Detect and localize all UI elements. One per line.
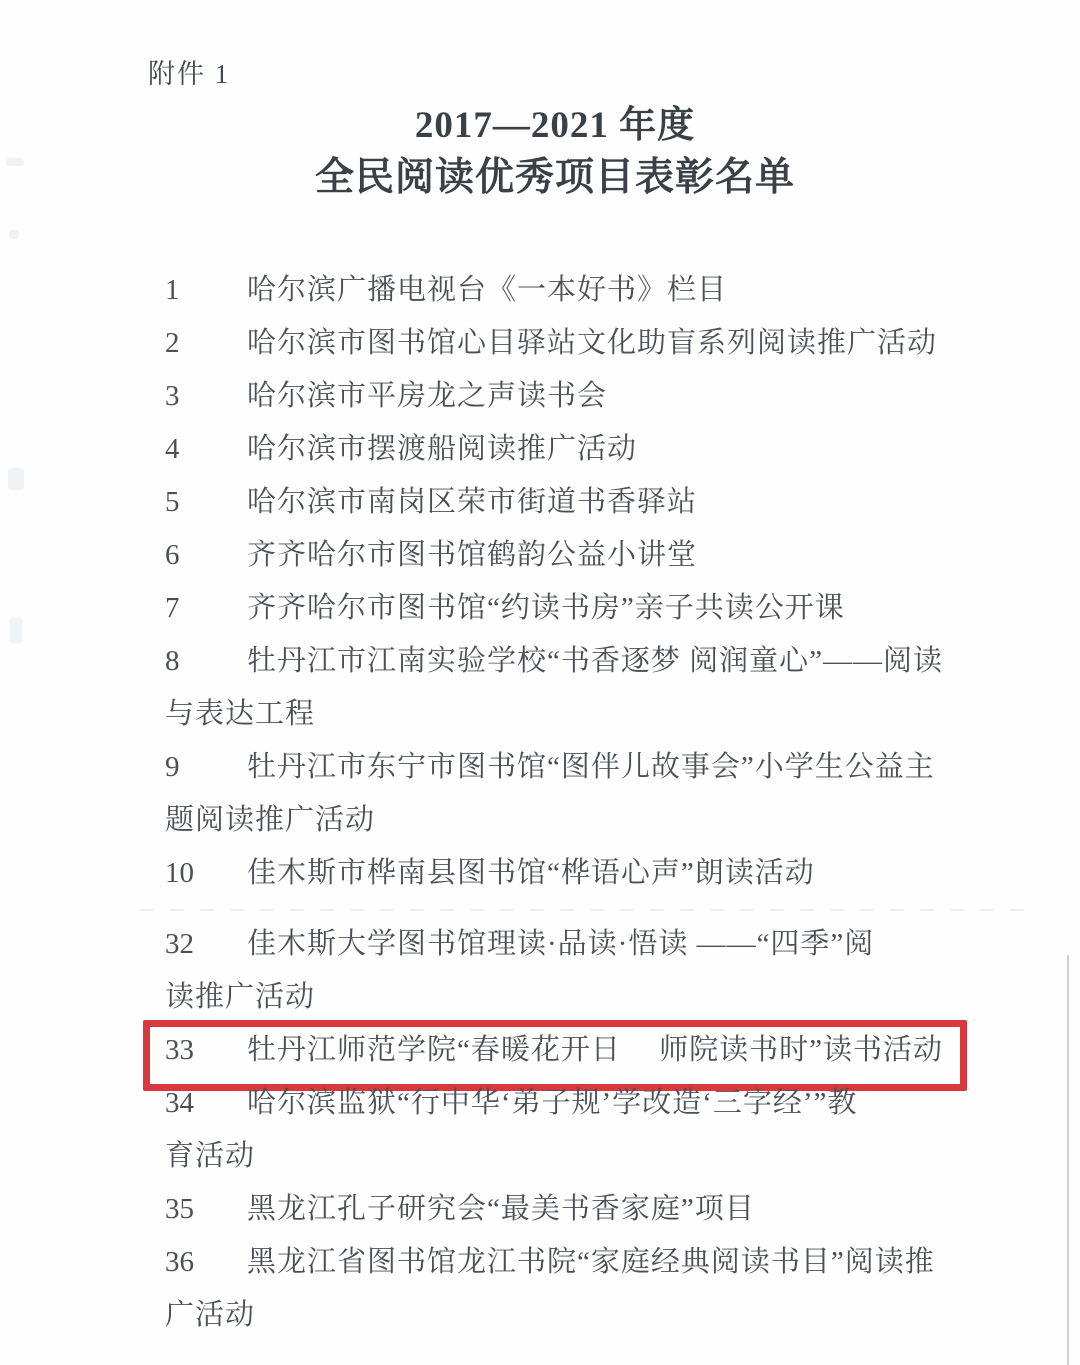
item-number: 1 <box>165 274 180 306</box>
item-number: 9 <box>165 751 180 783</box>
item-text: 齐齐哈尔市图书馆“约读书房”亲子共读公开课 <box>247 592 845 624</box>
item-text-continuation: 读推广活动 <box>165 981 316 1013</box>
item-first-line <box>165 1077 995 1130</box>
item-text: 牡丹江师范学院“春暖花开日 师院读书时”读书活动 <box>247 1034 943 1066</box>
item-first-line <box>165 635 995 688</box>
item-text: 齐齐哈尔市图书馆鹤韵公益小讲堂 <box>247 539 698 571</box>
list-item <box>165 1183 995 1236</box>
item-first-line <box>165 370 995 423</box>
item-text: 牡丹江市东宁市图书馆“图伴儿故事会”小学生公益主 <box>247 751 935 783</box>
item-first-line <box>165 476 995 529</box>
list-item <box>165 423 995 476</box>
item-number: 35 <box>165 1193 194 1225</box>
item-first-line <box>165 529 995 582</box>
item-first-line <box>165 918 995 971</box>
item-first-line <box>165 1236 995 1289</box>
item-text: 哈尔滨监狱“行中华‘弟子规’学改造‘三字经’”教 <box>247 1087 858 1119</box>
item-number: 32 <box>165 928 194 960</box>
item-text-continuation: 育活动 <box>165 1140 256 1172</box>
scan-smudge <box>10 618 22 644</box>
item-number: 36 <box>165 1246 194 1278</box>
list-item <box>165 847 995 900</box>
item-text: 哈尔滨市图书馆心目驿站文化助盲系列阅读推广活动 <box>247 327 938 359</box>
item-text: 哈尔滨市南岗区荣市街道书香驿站 <box>247 486 698 518</box>
list-item <box>165 317 995 370</box>
scan-page-edge-artifact <box>1067 955 1069 1365</box>
scan-smudge <box>8 468 24 490</box>
item-number: 33 <box>165 1034 194 1066</box>
item-number: 2 <box>165 327 180 359</box>
list-item <box>165 582 995 635</box>
item-number: 8 <box>165 645 180 677</box>
item-number: 3 <box>165 380 180 412</box>
list-item <box>165 918 995 1024</box>
title-year-range: 2017—2021 年度 <box>414 105 696 146</box>
item-text-continuation: 与表达工程 <box>165 698 316 730</box>
item-number: 6 <box>165 539 180 571</box>
item-first-line <box>165 847 995 900</box>
item-number: 7 <box>165 592 180 624</box>
item-first-line <box>165 1024 995 1077</box>
item-first-line <box>165 1183 995 1236</box>
item-first-line <box>165 317 995 370</box>
title-main: 全民阅读优秀项目表彰名单 <box>314 156 795 199</box>
item-text-continuation: 广活动 <box>165 1299 256 1331</box>
list-item <box>165 741 995 847</box>
list-item <box>165 1077 995 1183</box>
item-first-line <box>165 741 995 794</box>
project-list <box>165 264 995 1342</box>
attachment-label: 附件 1 <box>148 59 231 89</box>
item-text: 牡丹江市江南实验学校“书香逐梦 阅润童心”——阅读 <box>247 645 943 677</box>
list-item <box>165 370 995 423</box>
list-item <box>165 529 995 582</box>
item-text: 佳木斯市桦南县图书馆“桦语心声”朗读活动 <box>247 857 815 889</box>
document-title <box>15 100 1080 204</box>
item-number: 4 <box>165 433 180 465</box>
list-item <box>165 264 995 317</box>
scan-smudge <box>9 230 19 239</box>
item-first-line <box>165 423 995 476</box>
item-text: 哈尔滨市摆渡船阅读推广活动 <box>247 433 638 465</box>
item-number: 10 <box>165 857 194 889</box>
item-text-continuation: 题阅读推广活动 <box>165 804 376 836</box>
list-item <box>165 1236 995 1342</box>
item-text: 哈尔滨市平房龙之声读书会 <box>247 380 608 412</box>
item-text: 黑龙江省图书馆龙江书院“家庭经典阅读书目”阅读推 <box>247 1246 935 1278</box>
item-first-line <box>165 582 995 635</box>
item-text: 佳木斯大学图书馆理读·品读·悟读 ——“四季”阅 <box>247 928 875 960</box>
list-item <box>165 476 995 529</box>
list-item <box>165 635 995 741</box>
item-text: 黑龙江孔子研究会“最美书香家庭”项目 <box>247 1193 755 1225</box>
item-number: 34 <box>165 1087 194 1119</box>
list-item <box>165 1024 995 1077</box>
item-text: 哈尔滨广播电视台《一本好书》栏目 <box>247 274 728 306</box>
item-first-line <box>165 264 995 317</box>
item-number: 5 <box>165 486 180 518</box>
